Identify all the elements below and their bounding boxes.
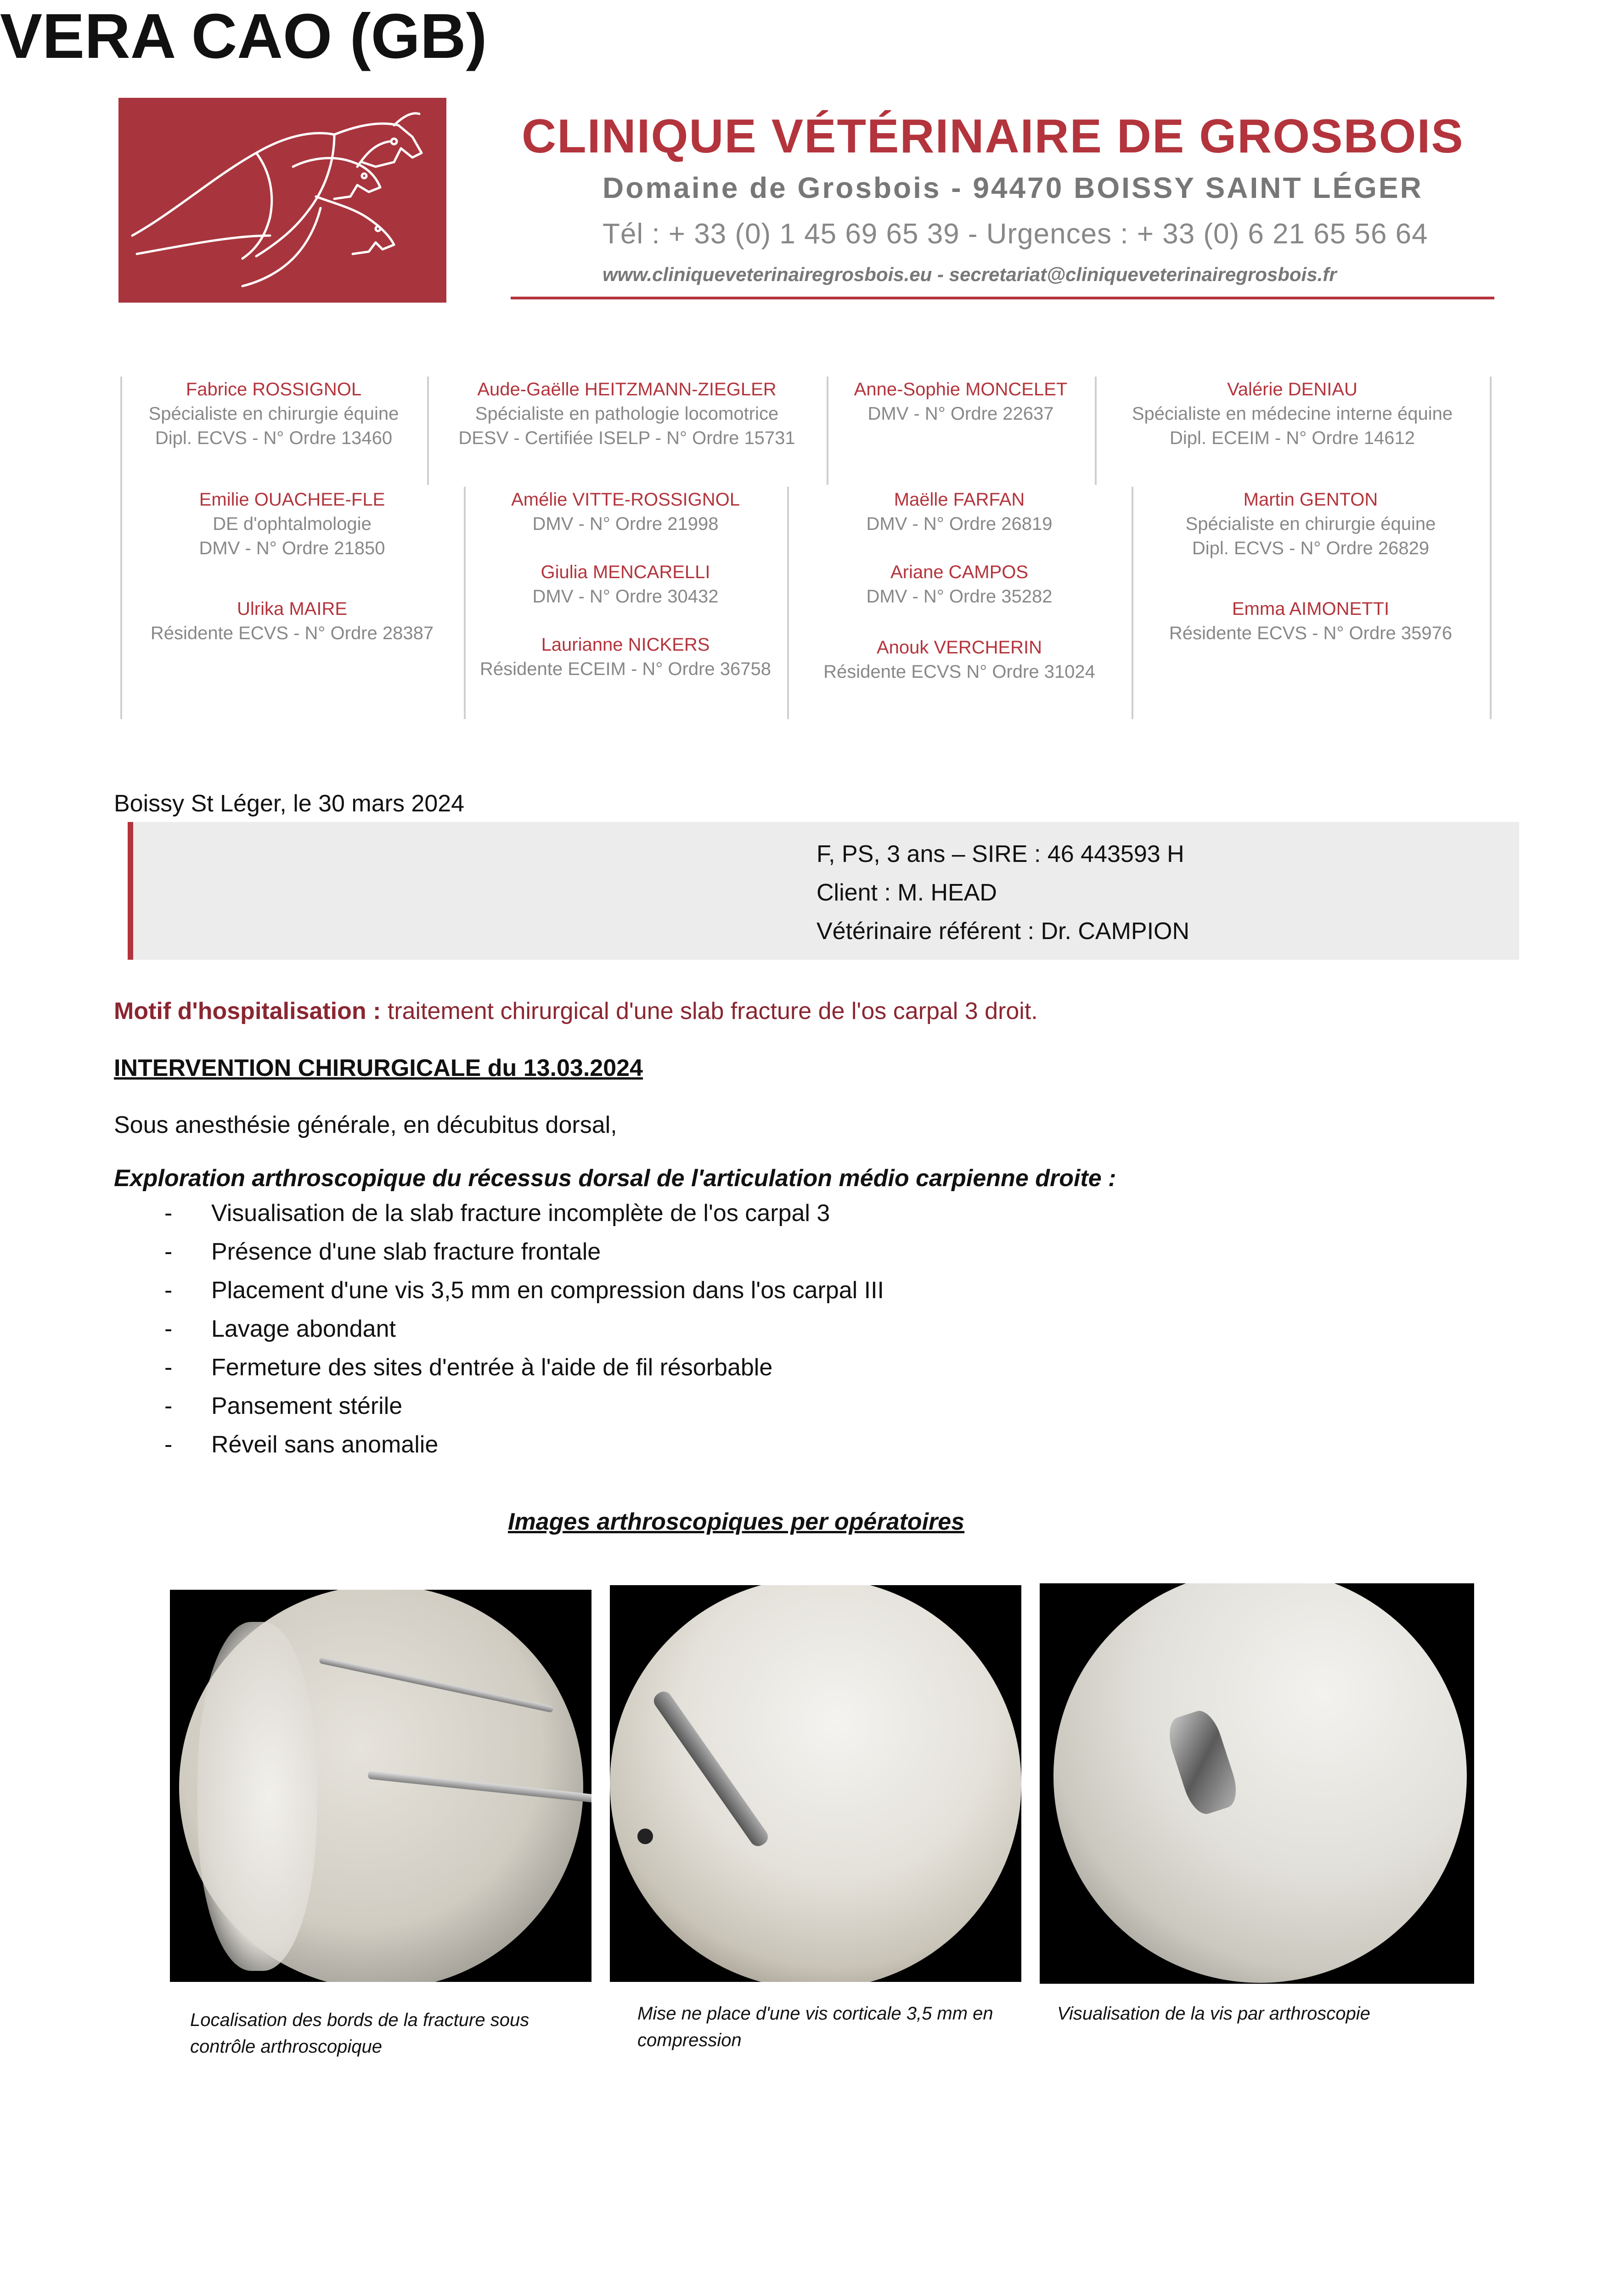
staff-name: Valérie DENIAU [1227,379,1357,400]
patient-info-signalment: F, PS, 3 ans – SIRE : 46 443593 H [817,841,1184,867]
patient-name: VERA CAO (GB) [0,1,487,72]
staff-name: Ulrika MAIRE [237,599,348,619]
list-item: - Lavage abondant [164,1316,396,1342]
staff-detail: Résidente ECVS - N° Ordre 35976 [1169,623,1453,643]
staff-entry [789,636,1130,684]
staff-name: Laurianne NICKERS [541,635,710,655]
staff-entry [1133,597,1488,646]
image-caption: Mise ne place d'une vis corticale 3,5 mm en compression [637,2003,993,2050]
staff-detail: Dipl. ECVS - N° Ordre 13460 [155,428,393,448]
staff-entry [789,560,1130,609]
staff-entry [1133,488,1488,561]
staff-detail: Spécialiste en chirurgie équine [148,404,399,424]
staff-name: Emilie OUACHEE-FLE [199,490,385,510]
list-item: - Fermeture des sites d'entrée à l'aide de fil résorbable [164,1354,773,1381]
staff-entry [122,597,462,646]
arthroscopy-image-3 [1040,1583,1474,1984]
images-title: Images arthroscopiques per opératoires [508,1508,965,1535]
list-item: - Pansement stérile [164,1393,403,1419]
list-item: - Réveil sans anomalie [164,1431,439,1458]
staff-name: Amélie VITTE-ROSSIGNOL [511,490,740,510]
staff-entry [429,377,825,450]
staff-detail: Résidente ECVS - N° Ordre 28387 [150,623,434,643]
staff-entry [828,377,1093,426]
patient-info-client: Client : M. HEAD [817,879,997,906]
staff-entry [466,488,785,536]
image-caption: Localisation des bords de la fracture sous contrôle arthroscopique [190,2010,529,2057]
staff-detail: DMV - N° Ordre 21998 [532,514,719,534]
staff-name: Fabrice ROSSIGNOL [186,379,362,400]
staff-entry [466,560,785,609]
image-caption: Visualisation de la vis par arthroscopie [1057,2003,1370,2024]
staff-name: Anne-Sophie MONCELET [854,379,1068,400]
clinic-name: CLINIQUE VÉTÉRINAIRE DE GROSBOIS [522,110,1464,163]
staff-detail: DMV - N° Ordre 26819 [866,514,1053,534]
procedure-list [114,1194,884,1464]
clinic-address: Domaine de Grosbois - 94470 BOISSY SAINT LÉGER [603,171,1423,204]
patient-info-referent: Vétérinaire référent : Dr. CAMPION [817,918,1190,945]
hospitalisation-reason-label: Motif d'hospitalisation : [114,998,381,1024]
hospitalisation-reason [114,997,1038,1025]
staff-detail: Spécialiste en chirurgie équine [1185,514,1436,534]
list-item: - Visualisation de la slab fracture incomplète de l'os carpal 3 [164,1200,830,1227]
staff-detail: Dipl. ECEIM - N° Ordre 14612 [1170,428,1415,448]
horse-heads-logo-icon [118,98,446,303]
staff-name: Aude-Gaëlle HEITZMANN-ZIEGLER [477,379,777,400]
exploration-title: Exploration arthroscopique du récessus dorsal de l'articulation médio carpienne droite : [114,1165,1116,1192]
staff-entry [122,488,462,561]
staff-detail: DMV - N° Ordre 22637 [867,404,1054,424]
staff-detail: DESV - Certifiée ISELP - N° Ordre 15731 [458,428,795,448]
staff-name: Giulia MENCARELLI [541,562,710,582]
clinic-logo [118,98,446,303]
staff-entry [122,377,425,450]
staff-entry [789,488,1130,536]
list-item: - Placement d'une vis 3,5 mm en compression dans l'os carpal III [164,1277,884,1304]
staff-name: Ariane CAMPOS [890,562,1029,582]
staff-detail: Dipl. ECVS - N° Ordre 26829 [1192,538,1430,558]
staff-detail: Spécialiste en médecine interne équine [1132,404,1453,424]
intervention-title: INTERVENTION CHIRURGICALE du 13.03.2024 [114,1055,643,1081]
staff-detail: Spécialiste en pathologie locomotrice [475,404,779,424]
staff-detail: DMV - N° Ordre 30432 [532,586,719,607]
staff-detail: Résidente ECEIM - N° Ordre 36758 [479,659,772,679]
staff-detail: DMV - N° Ordre 35282 [866,586,1053,607]
staff-name: Maëlle FARFAN [894,490,1025,510]
arthroscopy-image-2 [610,1585,1021,1982]
staff-entry [1097,377,1488,450]
date-line: Boissy St Léger, le 30 mars 2024 [114,790,465,817]
list-item: - Présence d'une slab fracture frontale [164,1238,601,1265]
staff-detail: DE d'ophtalmologie [213,514,372,534]
hospitalisation-reason-text: traitement chirurgical d'une slab fracture de l'os carpal 3 droit. [381,998,1038,1024]
staff-name: Anouk VERCHERIN [876,637,1042,658]
header-divider [511,297,1494,299]
clinic-phones: Tél : + 33 (0) 1 45 69 65 39 - Urgences : + 33 (0) 6 21 65 56 64 [603,218,1428,250]
staff-entry [466,633,785,681]
clinic-web-email: www.cliniqueveterinairegrosbois.eu - secretariat@cliniqueveterinairegrosbois.fr [603,264,1337,285]
anesthesia-line: Sous anesthésie générale, en décubitus dorsal, [114,1112,617,1138]
staff-name: Martin GENTON [1243,490,1378,510]
patient-box-accent [128,822,133,960]
staff-name: Emma AIMONETTI [1232,599,1390,619]
staff-detail: Résidente ECVS N° Ordre 31024 [823,662,1095,682]
staff-divider [1490,377,1492,719]
staff-detail: DMV - N° Ordre 21850 [199,538,385,558]
arthroscopy-image-1 [170,1590,591,1982]
